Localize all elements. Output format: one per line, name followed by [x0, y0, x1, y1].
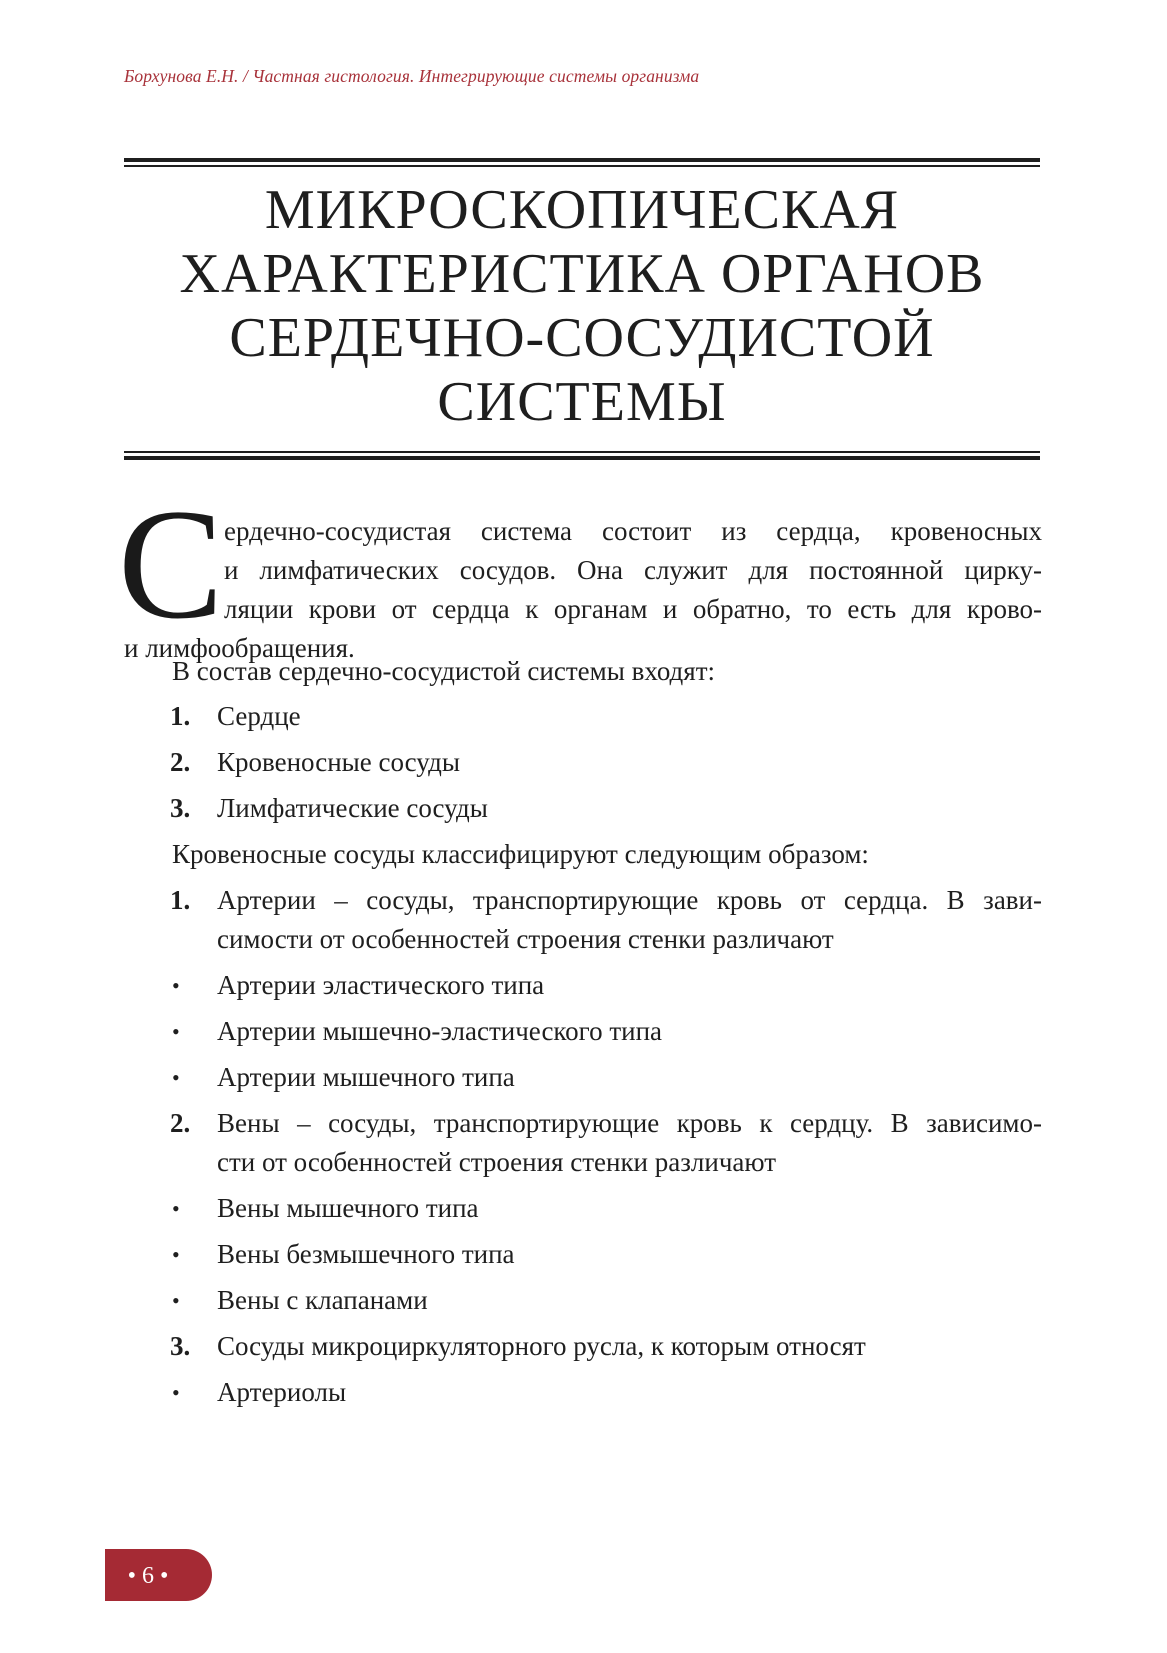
classification-lead: Кровеносные сосуды классифицируют следующим образом:	[172, 839, 869, 869]
chapter-title-line: МИКРОСКОПИЧЕСКАЯ	[264, 179, 900, 241]
list-item	[170, 1058, 1042, 1097]
list-item	[170, 1189, 1042, 1228]
intro-line: и лимфообращения.	[124, 633, 355, 663]
composition-lead: В состав сердечно-сосудистой системы входят:	[172, 656, 715, 686]
page-number: • 6 •	[127, 1563, 169, 1589]
list-number: 3.	[170, 793, 191, 823]
list-item	[170, 1327, 1042, 1366]
bullet: •	[172, 1288, 180, 1313]
chapter-title-line: СЕРДЕЧНО-СОСУДИСТОЙ	[229, 307, 935, 369]
list-item-text: Артериолы	[217, 1377, 347, 1407]
running-header: Борхунова Е.Н. / Частная гистология. Интегрирующие системы организма	[124, 66, 700, 86]
list-item	[170, 743, 1042, 782]
list-item-text: Вены – сосуды, транспортирующие кровь к сердцу. В зависимо-	[217, 1108, 1042, 1138]
intro-paragraph	[124, 512, 1042, 668]
chapter-title-line: ХАРАКТЕРИСТИКА ОРГАНОВ	[179, 243, 985, 305]
list-number: 2.	[170, 747, 191, 777]
list-item-text: Артерии – сосуды, транспортирующие кровь от сердца. В зави-	[217, 885, 1042, 915]
list-item-text: Вены с клапанами	[217, 1285, 428, 1315]
bullet: •	[172, 1019, 180, 1044]
list-item-text: Вены безмышечного типа	[217, 1239, 515, 1269]
bullet: •	[172, 1380, 180, 1405]
list-item-text: Вены мышечного типа	[217, 1193, 479, 1223]
bullet: •	[172, 1242, 180, 1267]
list-item	[170, 966, 1042, 1005]
list-item-text: Сердце	[217, 701, 301, 731]
list-number: 1.	[170, 701, 191, 731]
list-item-text: сти от особенностей строения стенки различают	[217, 1147, 777, 1177]
list-item	[170, 1281, 1042, 1320]
bullet: •	[172, 1065, 180, 1090]
bullet: •	[172, 1196, 180, 1221]
list-number: 3.	[170, 1331, 191, 1361]
list-item-text: Артерии мышечного типа	[217, 1062, 515, 1092]
list-item	[170, 1373, 1042, 1412]
chapter-title	[124, 178, 1040, 434]
chapter-title-line: СИСТЕМЫ	[437, 371, 727, 433]
list-item	[170, 1012, 1042, 1051]
drop-cap: С	[118, 477, 224, 652]
title-top-rule	[124, 158, 1040, 167]
list-item-text: Артерии эластического типа	[217, 970, 545, 1000]
intro-line: и лимфатических сосудов. Она служит для постоянной цирку-	[224, 555, 1042, 585]
list-item	[170, 1235, 1042, 1274]
list-item-text: Лимфатические сосуды	[217, 793, 488, 823]
title-bottom-rule	[124, 451, 1040, 460]
list-item	[170, 789, 1042, 828]
list-item-text: Кровеносные сосуды	[217, 747, 460, 777]
list-item	[170, 1104, 1042, 1182]
list-item-text: Артерии мышечно-эластического типа	[217, 1016, 663, 1046]
list-number: 1.	[170, 885, 191, 915]
intro-line: ердечно-сосудистая система состоит из сердца, кровеносных	[224, 516, 1042, 546]
list-item-text: Сосуды микроциркуляторного русла, к которым относят	[217, 1331, 866, 1361]
list-item	[170, 697, 1042, 736]
bullet: •	[172, 973, 180, 998]
list-item-text: симости от особенностей строения стенки различают	[217, 924, 834, 954]
list-item	[170, 881, 1042, 959]
list-number: 2.	[170, 1108, 191, 1138]
intro-line: ляции крови от сердца к органам и обратно, то есть для крово-	[224, 594, 1042, 624]
